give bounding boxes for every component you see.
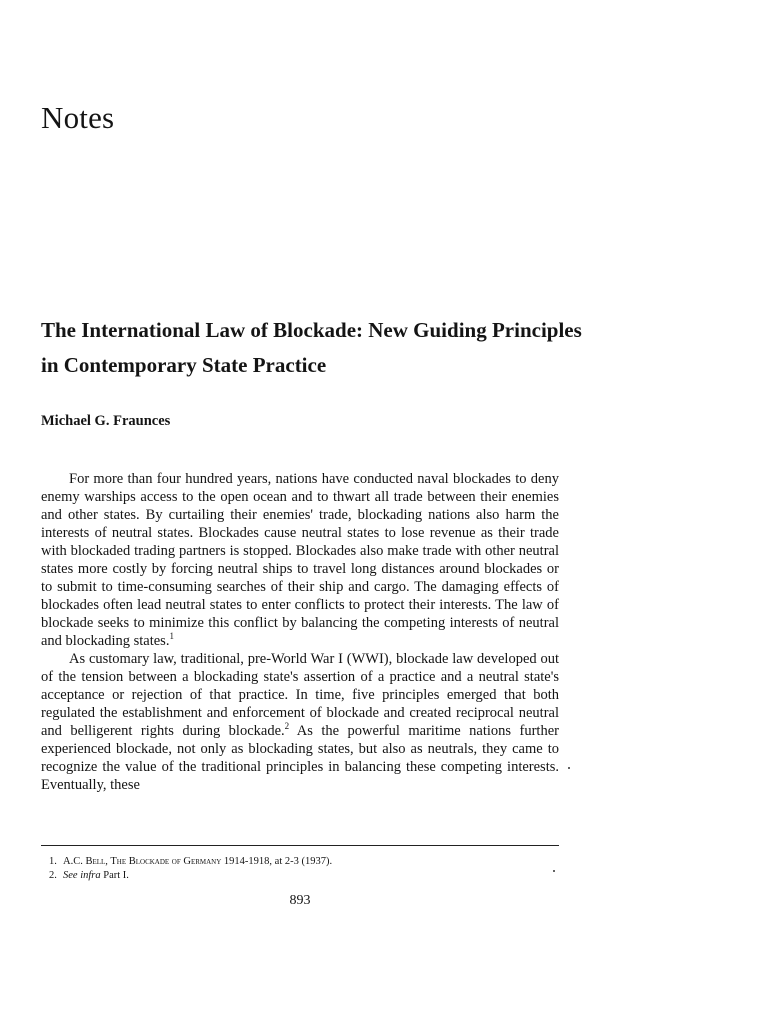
page-number: 893 [289, 893, 311, 908]
footnotes [41, 855, 559, 883]
footnote-2-signal: See infra [63, 870, 101, 881]
paragraph-2-text-b: As the powerful maritime nations further experienced blockade, not only as blockading states, but also as neutrals, they came to recognize the value of the traditional principles in balancing these competing interests. Eventually, these [41, 723, 559, 793]
footnote-ref-2: 2 [284, 721, 290, 732]
paragraph-1-text: For more than four hundred years, nations have conducted naval blockades to deny enemy warships access to the open ocean and to thwart all trade between their enemies and other states. By curtailing their enemies' trade, blockading nations also harm the interests of neutral states. Blockades cause neutral states to lose revenue as their trade with blockaded trading partners is stopped. Blockades also make trade with other neutral states more costly by forcing neutral ships to travel long distances around blockades or to submit to time-consuming searches of their ship and cargo. The damaging effects of blockades often lead neutral states to enter conflicts to protect their interests. The law of blockade seeks to minimize this conflict by balancing the competing interests of neutral and blockading states. [41, 471, 559, 649]
footnote-1-author: A.C. Bell, [63, 856, 111, 867]
body-paragraph-2 [41, 650, 559, 794]
footnote-1 [41, 855, 559, 869]
footnote-1-rest: 1914-1918, at 2-3 (1937). [221, 856, 333, 867]
footnote-divider [41, 845, 559, 846]
author-name: Michael G. Fraunces [41, 413, 171, 429]
scan-speck [553, 870, 555, 872]
section-heading: Notes [41, 100, 115, 135]
article-title: The International Law of Blockade: New Guiding Principles in Contemporary State Practice [41, 318, 582, 377]
scan-speck [568, 767, 570, 769]
paragraph-2-text-a: As customary law, traditional, pre-World War I (WWI), blockade law developed out of the tension between a blockading state's assertion of a practice and a neutral state's acceptance or rejection of that practice. In time, five principles emerged that both regulated the establishment and enforcement of blockade and created reciprocal neutral and belligerent rights during blockade. [41, 651, 559, 739]
footnote-2 [41, 869, 559, 883]
article-body [41, 470, 559, 794]
footnote-ref-1: 1 [169, 631, 174, 642]
footnote-1-number: 1. [49, 856, 57, 867]
body-paragraph-1 [41, 470, 559, 650]
footnote-1-work: The Blockade of Germany [110, 856, 222, 867]
footnote-2-number: 2. [49, 870, 57, 881]
footnote-2-rest: Part I. [100, 870, 129, 881]
